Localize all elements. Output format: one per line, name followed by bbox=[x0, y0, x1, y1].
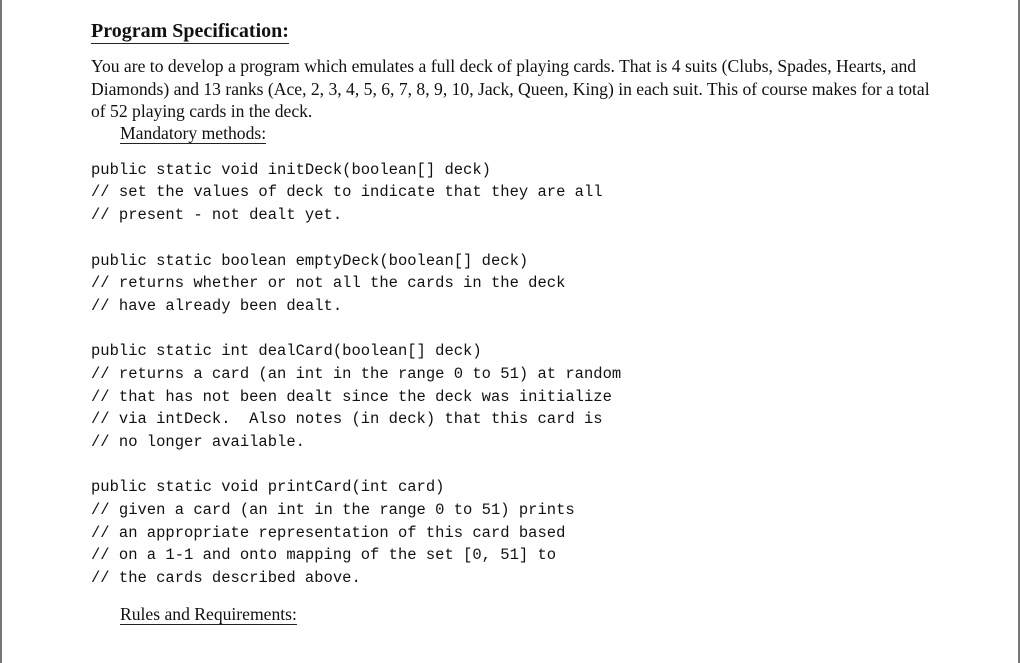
code-line: public static boolean emptyDeck(boolean[] deck) bbox=[91, 251, 529, 270]
code-line: // returns whether or not all the cards in the deck bbox=[91, 274, 566, 293]
code-line: // present - not dealt yet. bbox=[91, 206, 343, 225]
code-line: // via intDeck. Also notes (in deck) that this card is bbox=[91, 410, 603, 429]
mandatory-methods-heading: Mandatory methods: bbox=[120, 122, 267, 143]
intro-paragraph: You are to develop a program which emulates a full deck of playing cards. That is 4 suits (Clubs, Spades, Hearts, and Diamonds) and 13 ranks (Ace, 2, 3, 4, 5, 6, 7, 8, 9, 10, Jack, Queen, King) in each suit. This of course makes for a total of 52 playing cards in the deck. bbox=[91, 56, 930, 122]
code-line: public static void initDeck(boolean[] deck) bbox=[91, 160, 491, 179]
code-line: // returns a card (an int in the range 0 to 51) at random bbox=[91, 364, 622, 383]
code-line: // set the values of deck to indicate that they are all bbox=[91, 183, 603, 202]
code-line: // on a 1-1 and onto mapping of the set [0, 51] to bbox=[91, 546, 557, 565]
code-line: // that has not been dealt since the deck was initialize bbox=[91, 387, 612, 406]
code-line: // given a card (an int in the range 0 to 51) prints bbox=[91, 501, 575, 520]
section-heading: Program Specification: bbox=[91, 20, 289, 42]
code-line: // the cards described above. bbox=[91, 569, 361, 588]
code-line: // have already been dealt. bbox=[91, 296, 343, 315]
code-line: // no longer available. bbox=[91, 433, 305, 452]
method-code-listing bbox=[91, 159, 951, 590]
code-line: public static int dealCard(boolean[] deck) bbox=[91, 342, 482, 361]
rules-heading: Rules and Requirements: bbox=[120, 603, 297, 624]
code-line: // an appropriate representation of this card based bbox=[91, 523, 566, 542]
code-line: public static void printCard(int card) bbox=[91, 478, 445, 497]
